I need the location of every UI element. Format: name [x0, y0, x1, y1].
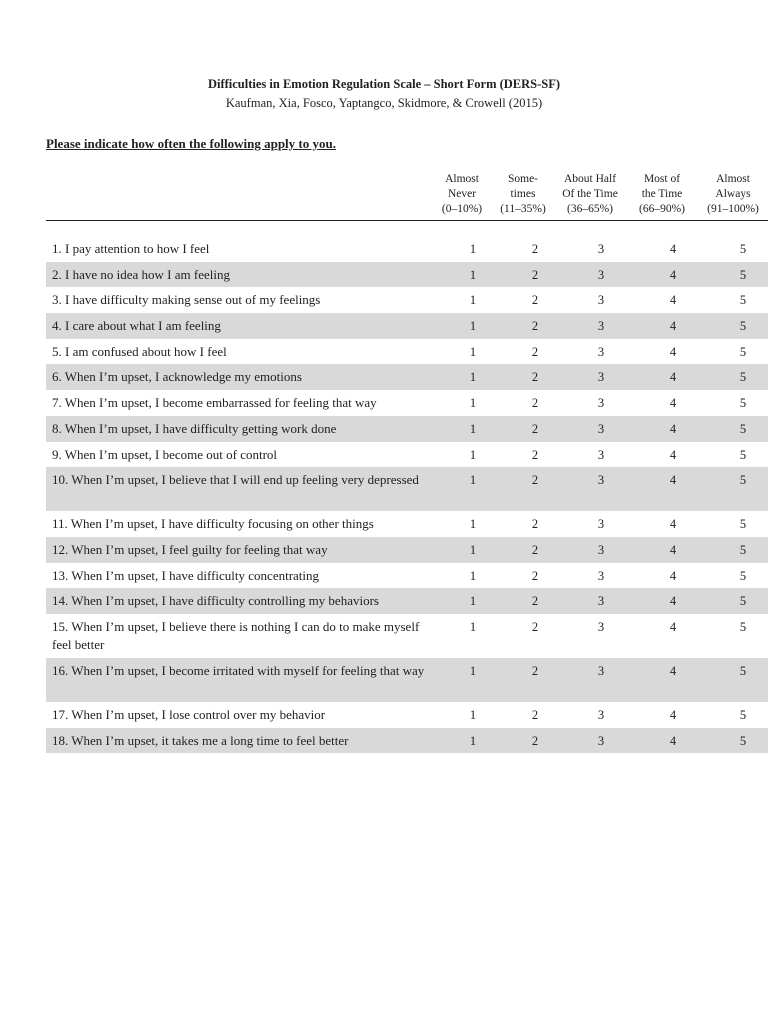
column-header-almost-never: Almost Never (0–10%): [441, 173, 483, 215]
item-text: 6. When I’m upset, I acknowledge my emotions: [52, 369, 302, 385]
rating-option-3[interactable]: 3: [597, 267, 605, 282]
rating-option-5[interactable]: 5: [739, 370, 747, 385]
rating-option-4[interactable]: 4: [669, 447, 677, 462]
rating-option-5[interactable]: 5: [739, 733, 747, 748]
rating-option-3[interactable]: 3: [597, 447, 605, 462]
rating-option-2[interactable]: 2: [531, 319, 539, 334]
rating-option-1[interactable]: 1: [469, 319, 477, 334]
rating-option-2[interactable]: 2: [531, 447, 539, 462]
rating-option-5[interactable]: 5: [739, 594, 747, 609]
rating-option-1[interactable]: 1: [469, 619, 477, 634]
table-row: [46, 313, 768, 339]
item-text: 12. When I’m upset, I feel guilty for feeling that way: [52, 541, 328, 557]
rating-option-4[interactable]: 4: [669, 396, 677, 411]
rating-option-1[interactable]: 1: [469, 542, 477, 557]
rating-option-5[interactable]: 5: [739, 421, 747, 436]
rating-option-5[interactable]: 5: [739, 267, 747, 282]
table-row: [46, 563, 768, 589]
rating-option-4[interactable]: 4: [669, 619, 677, 634]
rating-option-5[interactable]: 5: [739, 663, 747, 678]
rating-option-1[interactable]: 1: [469, 473, 477, 488]
rating-option-4[interactable]: 4: [669, 733, 677, 748]
table-row: [46, 416, 768, 442]
item-text: 16. When I’m upset, I become irritated with myself for feeling that way: [52, 662, 425, 678]
rating-option-3[interactable]: 3: [597, 473, 605, 488]
rating-option-3[interactable]: 3: [597, 594, 605, 609]
rating-option-3[interactable]: 3: [597, 344, 605, 359]
rating-option-5[interactable]: 5: [739, 447, 747, 462]
rating-option-5[interactable]: 5: [739, 707, 747, 722]
table-row: [46, 442, 768, 468]
table-row: [46, 537, 768, 563]
table-row: [46, 614, 768, 658]
rating-option-5[interactable]: 5: [739, 473, 747, 488]
table-row: [46, 658, 768, 702]
item-text: 11. When I’m upset, I have difficulty focusing on other things: [52, 516, 374, 532]
rating-option-5[interactable]: 5: [739, 568, 747, 583]
rating-option-1[interactable]: 1: [469, 707, 477, 722]
rating-option-1[interactable]: 1: [469, 242, 477, 256]
instruction-text: Please indicate how often the following apply to you.: [46, 136, 336, 151]
rating-option-1[interactable]: 1: [469, 447, 477, 462]
rating-option-3[interactable]: 3: [597, 733, 605, 748]
rating-option-4[interactable]: 4: [669, 594, 677, 609]
item-text: 2. I have no idea how I am feeling: [52, 266, 230, 282]
column-header-sometimes: Some- times (11–35%): [500, 173, 546, 215]
rating-option-2[interactable]: 2: [531, 568, 539, 583]
rating-option-2[interactable]: 2: [531, 707, 539, 722]
table-row: [46, 236, 768, 262]
item-text: 10. When I’m upset, I believe that I will end up feeling very depressed: [52, 472, 419, 488]
item-text: 3. I have difficulty making sense out of my feelings: [52, 292, 321, 308]
rating-option-4[interactable]: 4: [669, 663, 677, 678]
rating-option-2[interactable]: 2: [531, 344, 539, 359]
rating-option-2[interactable]: 2: [531, 421, 539, 436]
rating-option-1[interactable]: 1: [469, 733, 477, 748]
rating-option-1[interactable]: 1: [469, 267, 477, 282]
item-text: 15. When I’m upset, I believe there is nothing I can do to make myself feel better: [52, 618, 420, 652]
rating-option-2[interactable]: 2: [531, 619, 539, 634]
scale-title: Difficulties in Emotion Regulation Scale – Short Form (DERS-SF): [207, 77, 561, 91]
rating-option-2[interactable]: 2: [531, 663, 539, 678]
rating-option-3[interactable]: 3: [597, 396, 605, 411]
table-row: [46, 702, 768, 728]
item-text: 4. I care about what I am feeling: [52, 318, 221, 334]
rating-option-3[interactable]: 3: [597, 370, 605, 385]
rating-option-4[interactable]: 4: [669, 517, 677, 532]
scale-authors: Kaufman, Xia, Fosco, Yaptangco, Skidmore, & Crowell (2015): [225, 96, 543, 110]
item-text: 7. When I’m upset, I become embarrassed for feeling that way: [52, 395, 377, 411]
rating-option-3[interactable]: 3: [597, 619, 605, 634]
item-text: 14. When I’m upset, I have difficulty controlling my behaviors: [52, 593, 379, 609]
rating-option-4[interactable]: 4: [669, 319, 677, 334]
rating-option-1[interactable]: 1: [469, 293, 477, 308]
rating-option-4[interactable]: 4: [669, 267, 677, 282]
rating-option-2[interactable]: 2: [531, 396, 539, 411]
rating-option-2[interactable]: 2: [531, 594, 539, 609]
table-row: [46, 588, 768, 614]
rating-option-2[interactable]: 2: [531, 293, 539, 308]
column-header-about-half: About Half Of the Time (36–65%): [562, 173, 618, 215]
rating-option-3[interactable]: 3: [597, 707, 605, 722]
rating-option-1[interactable]: 1: [469, 568, 477, 583]
rating-option-4[interactable]: 4: [669, 473, 677, 488]
rating-option-4[interactable]: 4: [669, 370, 677, 385]
header-divider: [46, 220, 768, 221]
rating-option-4[interactable]: 4: [669, 707, 677, 722]
rating-option-3[interactable]: 3: [597, 319, 605, 334]
rating-option-2[interactable]: 2: [531, 473, 539, 488]
rating-option-4[interactable]: 4: [669, 242, 677, 256]
rating-option-4[interactable]: 4: [669, 568, 677, 583]
rating-option-2[interactable]: 2: [531, 733, 539, 748]
rating-option-5[interactable]: 5: [739, 619, 747, 634]
rating-option-4[interactable]: 4: [669, 421, 677, 436]
rating-option-1[interactable]: 1: [469, 421, 477, 436]
rating-option-3[interactable]: 3: [597, 242, 605, 256]
table-row: [46, 262, 768, 288]
rating-option-2[interactable]: 2: [531, 267, 539, 282]
table-row: [46, 728, 768, 754]
rating-option-5[interactable]: 5: [739, 242, 747, 256]
item-text: 17. When I’m upset, I lose control over my behavior: [52, 706, 326, 722]
table-row: [46, 511, 768, 537]
rating-option-3[interactable]: 3: [597, 568, 605, 583]
table-row: [46, 287, 768, 313]
rating-option-1[interactable]: 1: [469, 344, 477, 359]
column-header-most-of-the-time: Most of the Time (66–90%): [639, 173, 685, 215]
rating-option-2[interactable]: 2: [531, 370, 539, 385]
rating-option-5[interactable]: 5: [739, 319, 747, 334]
rating-option-3[interactable]: 3: [597, 293, 605, 308]
table-row: [46, 364, 768, 390]
item-text: 5. I am confused about how I feel: [52, 343, 227, 359]
rating-option-1[interactable]: 1: [469, 663, 477, 678]
items-table: [46, 236, 768, 753]
rating-option-4[interactable]: 4: [669, 293, 677, 308]
table-row: [46, 467, 768, 511]
rating-option-5[interactable]: 5: [739, 344, 747, 359]
rating-option-2[interactable]: 2: [531, 242, 539, 256]
item-text: 18. When I’m upset, it takes me a long time to feel better: [52, 732, 349, 748]
table-row: [46, 390, 768, 416]
item-text: 9. When I’m upset, I become out of control: [52, 446, 278, 462]
rating-option-2[interactable]: 2: [531, 517, 539, 532]
rating-option-1[interactable]: 1: [469, 594, 477, 609]
rating-option-1[interactable]: 1: [469, 517, 477, 532]
item-text: 1. I pay attention to how I feel: [52, 241, 210, 256]
item-text: 13. When I’m upset, I have difficulty concentrating: [52, 567, 320, 583]
rating-option-5[interactable]: 5: [739, 293, 747, 308]
rating-option-2[interactable]: 2: [531, 542, 539, 557]
rating-option-3[interactable]: 3: [597, 421, 605, 436]
rating-option-3[interactable]: 3: [597, 517, 605, 532]
item-text: 8. When I’m upset, I have difficulty getting work done: [52, 420, 337, 436]
rating-option-5[interactable]: 5: [739, 396, 747, 411]
rating-option-4[interactable]: 4: [669, 344, 677, 359]
rating-option-1[interactable]: 1: [469, 370, 477, 385]
rating-option-4[interactable]: 4: [669, 542, 677, 557]
column-header-almost-always: Almost Always (91–100%): [707, 173, 759, 215]
rating-option-1[interactable]: 1: [469, 396, 477, 411]
rating-option-3[interactable]: 3: [597, 663, 605, 678]
rating-option-5[interactable]: 5: [739, 517, 747, 532]
rating-option-5[interactable]: 5: [739, 542, 747, 557]
table-row: [46, 339, 768, 365]
rating-option-3[interactable]: 3: [597, 542, 605, 557]
